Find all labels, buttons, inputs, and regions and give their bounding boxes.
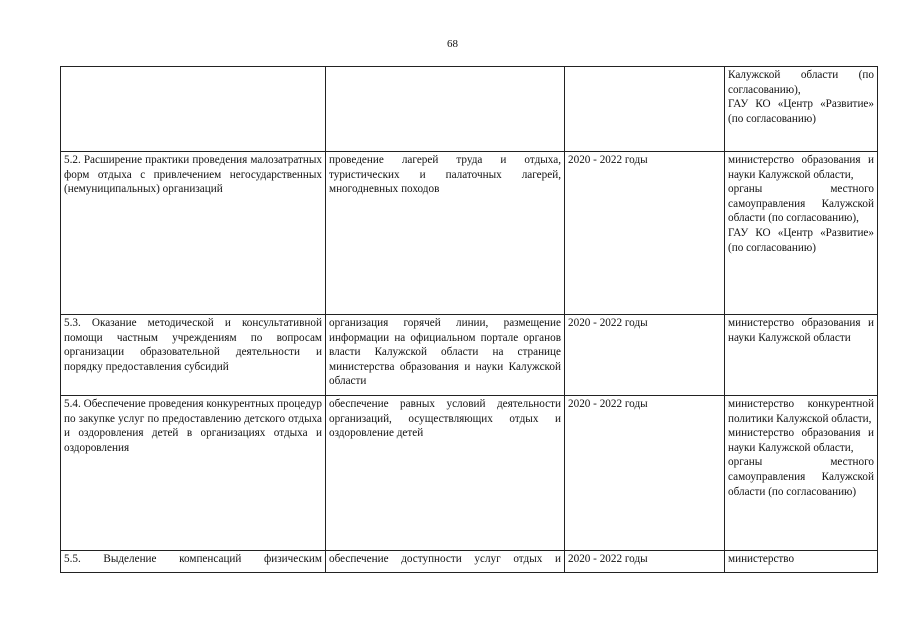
- measure-cell: 5.5. Выделение компенсаций физическим: [61, 551, 326, 573]
- content-cell: обеспечение равных условий деятельности организаций, осуществляющих отдых и оздоровление детей: [326, 396, 565, 551]
- measure-cell: [61, 67, 326, 152]
- period-cell: 2020 - 2022 годы: [565, 551, 725, 573]
- period-cell: [565, 67, 725, 152]
- table-row: [61, 396, 878, 551]
- measure-cell: 5.2. Расширение практики проведения малозатратных форм отдыха с привлечением негосударственных (немуниципальных) организаций: [61, 152, 326, 315]
- executors-cell: министерство: [725, 551, 878, 573]
- measure-cell: 5.4. Обеспечение проведения конкурентных процедур по закупке услуг по предоставлению детского отдыха и оздоровления детей в организациях отдыха и оздоровления: [61, 396, 326, 551]
- executors-cell: министерство образования и науки Калужской области: [725, 315, 878, 396]
- content-cell: проведение лагерей труда и отдыха, туристических и палаточных лагерей, многодневных походов: [326, 152, 565, 315]
- executors-cell: министерство конкурентной политики Калужской области, министерство образования и науки Калужской области, органы местного самоуправления Калужской области (по согласованию): [725, 396, 878, 551]
- table-row: [61, 315, 878, 396]
- table-row: [61, 152, 878, 315]
- page-number: 68: [447, 38, 458, 50]
- table-row: [61, 551, 878, 573]
- executors-cell: министерство образования и науки Калужской области, органы местного самоуправления Калужской области (по согласованию), ГАУ КО «Центр «Развитие» (по согласованию): [725, 152, 878, 315]
- content-cell: [326, 67, 565, 152]
- period-cell: 2020 - 2022 годы: [565, 315, 725, 396]
- period-cell: 2020 - 2022 годы: [565, 152, 725, 315]
- executors-cell: Калужской области (по согласованию), ГАУ КО «Центр «Развитие» (по согласованию): [725, 67, 878, 152]
- period-cell: 2020 - 2022 годы: [565, 396, 725, 551]
- measure-cell: 5.3. Оказание методической и консультативной помощи частным учреждениям по вопросам организации образовательной деятельности и порядку предоставления субсидий: [61, 315, 326, 396]
- measures-table: [60, 66, 878, 573]
- content-cell: обеспечение доступности услуг отдых и: [326, 551, 565, 573]
- content-cell: организация горячей линии, размещение информации на официальном портале органов власти Калужской области на странице министерства образования и науки Калужской области: [326, 315, 565, 396]
- table-row: [61, 67, 878, 152]
